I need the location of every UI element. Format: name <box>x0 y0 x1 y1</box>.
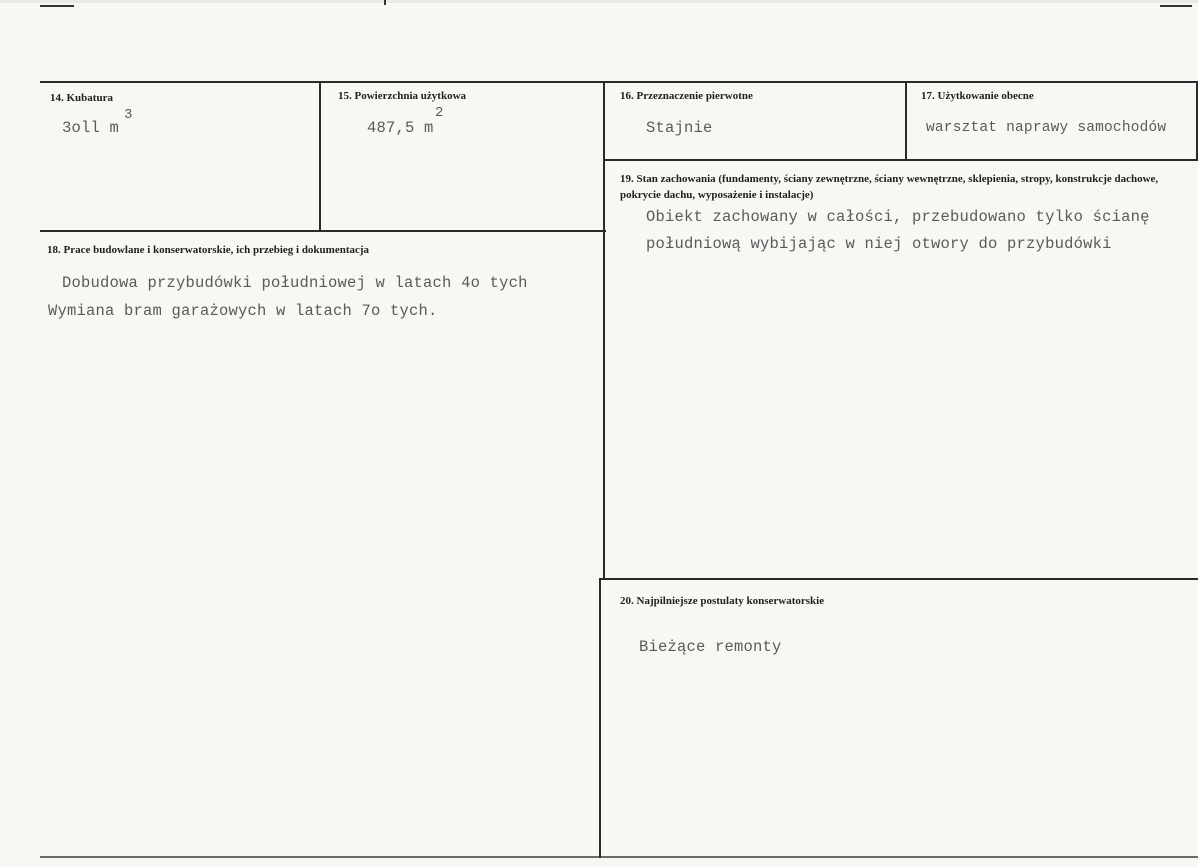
field-20-label: 20. Najpilniejsze postulaty konserwatorskie <box>620 595 825 607</box>
field-19-line-1: Obiekt zachowany w całości, przebudowano tylko ścianę <box>646 208 1150 226</box>
top-left-mark <box>40 5 74 7</box>
field-18-line-2: Wymiana bram garażowych w latach 7o tych. <box>48 302 438 320</box>
field-14-value: 3oll m <box>62 119 120 137</box>
rule-col1 <box>319 81 321 232</box>
field-16-label: 16. Przeznaczenie pierwotne <box>620 90 753 102</box>
rule-row1-left <box>40 230 606 232</box>
field-15-exponent: 2 <box>435 105 444 121</box>
card-top-edge <box>0 0 1198 3</box>
field-19-line-2: południową wybijając w niej otwory do przybudówki <box>646 235 1112 253</box>
field-15-label: 15. Powierzchnia użytkowa <box>338 90 467 102</box>
rule-bottom <box>40 856 1198 858</box>
field-18-line-1: Dobudowa przybudówki południowej w latach 4o tych <box>62 274 528 292</box>
field-18-label: 18. Prace budowlane i konserwatorskie, ich przebieg i dokumentacja <box>47 244 370 256</box>
field-20-value: Bieżące remonty <box>639 638 782 656</box>
rule-row3-right <box>600 578 1198 580</box>
field-14-exponent: 3 <box>124 107 133 123</box>
top-center-mark <box>384 0 386 5</box>
rule-col2-lower <box>599 578 601 858</box>
rule-col2 <box>603 81 605 579</box>
rule-row1-right <box>604 159 1198 161</box>
field-17-label: 17. Użytkowanie obecne <box>921 90 1034 102</box>
field-16-value: Stajnie <box>646 119 713 137</box>
rule-col3 <box>905 81 907 160</box>
field-19-label: 19. Stan zachowania (fundamenty, ściany zewnętrzne, ściany wewnętrzne, sklepienia, stropy, konstrukcje dachowe, pokrycie dachu, wyposażenie i instalacje) <box>620 173 1159 201</box>
rule-top <box>40 81 1198 83</box>
top-right-mark <box>1160 5 1192 7</box>
field-15-value: 487,5 m <box>367 119 434 137</box>
field-14-label: 14. Kubatura <box>50 92 113 104</box>
field-17-value: warsztat naprawy samochodów <box>926 120 1167 136</box>
